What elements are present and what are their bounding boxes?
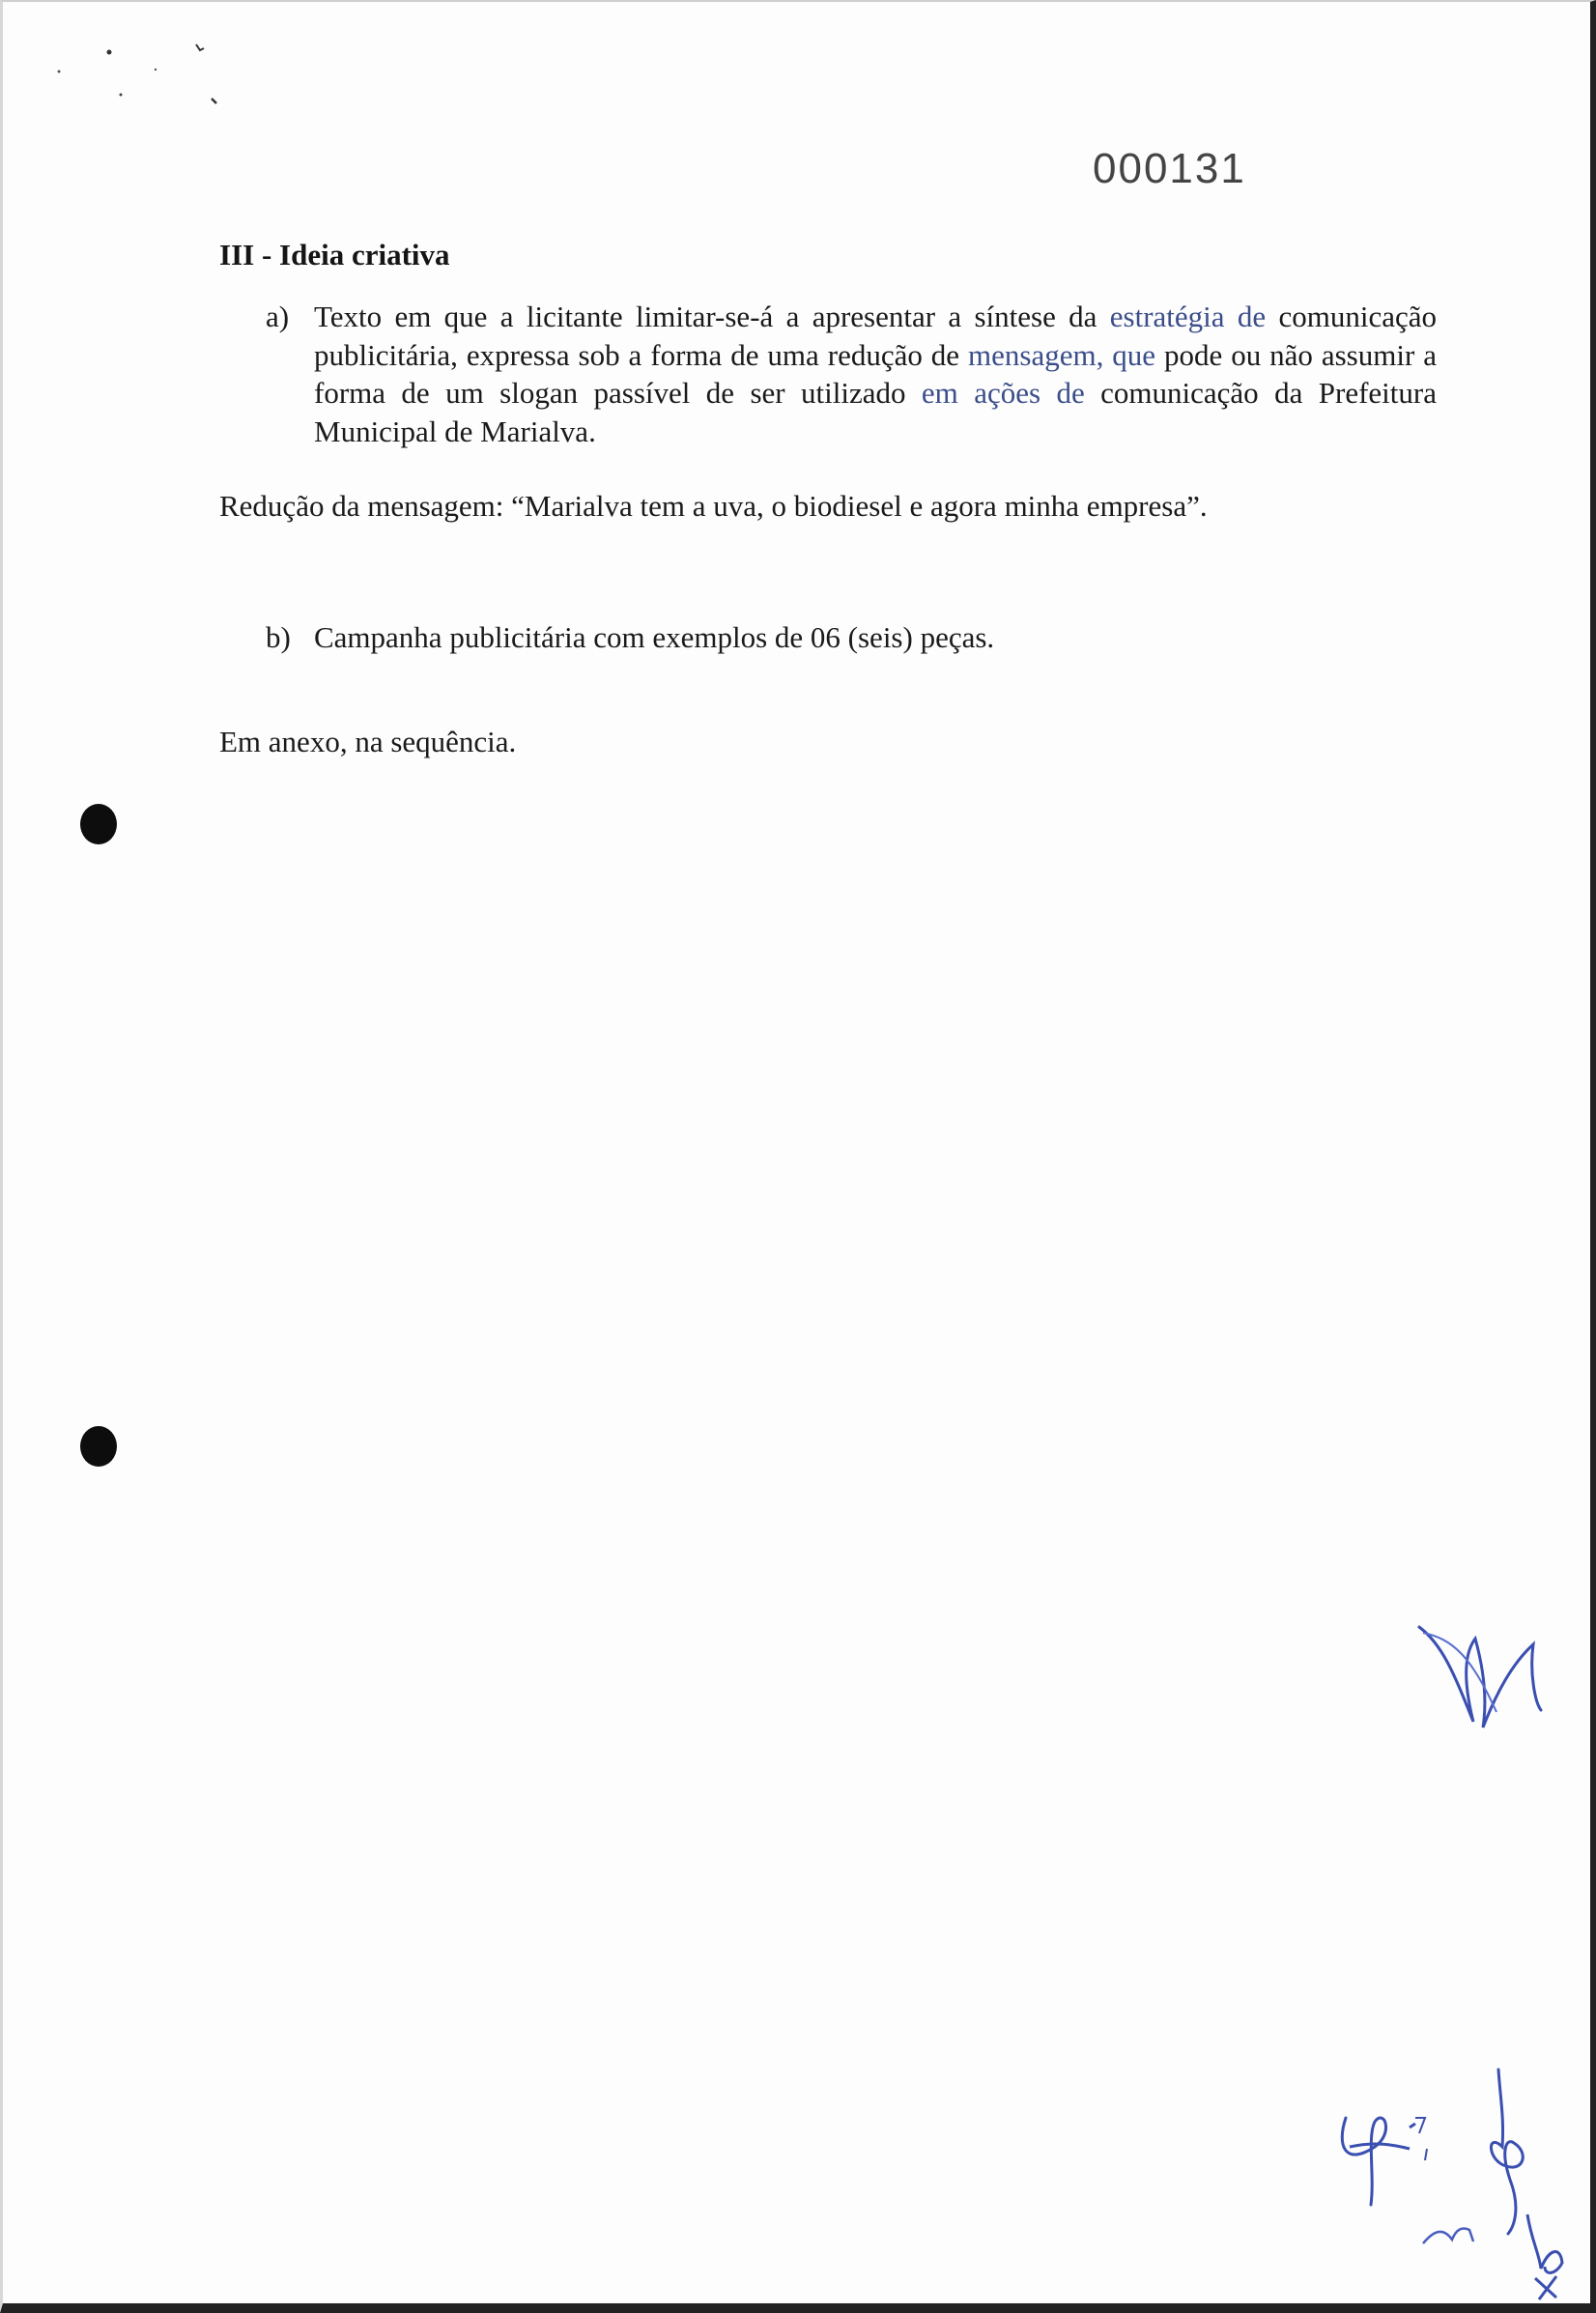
list-marker-b: b): [266, 620, 291, 654]
list-item-b: [266, 618, 994, 657]
list-item-b-text: Campanha publicitária com exemplos de 06 (seis) peças.: [314, 620, 995, 654]
list-marker-a: a): [266, 300, 290, 333]
handwritten-signatures-bottom: [1317, 2060, 1578, 2301]
punch-hole-bottom: [80, 1426, 117, 1467]
handwritten-initials-top: [1404, 1606, 1549, 1751]
punch-hole-top: [80, 804, 117, 844]
annex-note: Em anexo, na sequência.: [219, 725, 517, 758]
scan-specks: [42, 31, 235, 128]
item-a-text-6: em ações de: [921, 376, 1085, 410]
item-a-text-2: estratégia de: [1109, 300, 1267, 333]
section-heading: III - Ideia criativa: [219, 238, 450, 271]
item-a-text-1: Texto em que a licitante limitar-se-á a apresentar a síntese da: [314, 300, 1110, 333]
list-item-a-text: [314, 298, 1437, 450]
item-a-text-7: comunicação da Prefeitura Municipal de Marialva.: [314, 376, 1437, 448]
list-item-a: [266, 298, 1437, 450]
item-a-text-4: mensagem, que: [968, 337, 1156, 372]
page-number: 000131: [1093, 145, 1246, 192]
message-reduction: Redução da mensagem: “Marialva tem a uva, o biodiesel e agora minha empresa”.: [219, 489, 1208, 523]
item-a-text-5: pode ou não assumir a forma de um slogan passível de ser utilizado: [314, 337, 1438, 410]
item-a-text-3: comunicação publicitária, expressa sob a forma de uma redução de: [314, 300, 1437, 372]
